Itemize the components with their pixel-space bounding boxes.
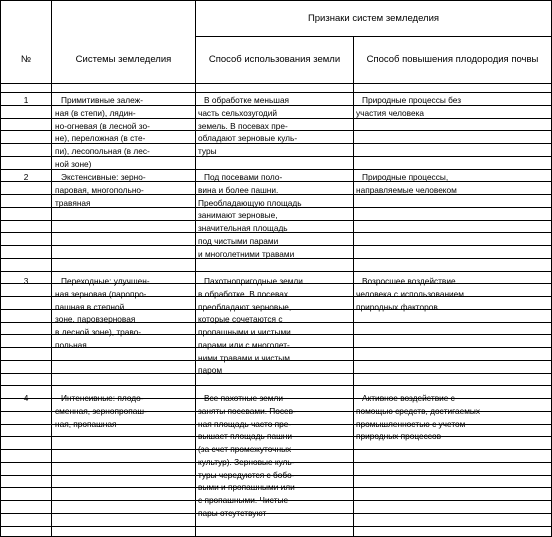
text-line: (за счет промежуточных <box>198 444 292 454</box>
text-line: Примитивные залеж- <box>61 95 143 105</box>
text-line: в обработке. В посевах <box>198 288 289 299</box>
text-line: Пахотнопригодные земли <box>204 276 303 286</box>
text-line: Природные процессы без <box>362 95 462 105</box>
text-line: природных факторов <box>356 301 438 312</box>
header-col-system: Системы земледелия <box>75 54 172 65</box>
text-line: обладают зерновые куль- <box>198 133 298 144</box>
row-2-number: 2 <box>23 172 29 182</box>
row-1-system <box>55 94 193 171</box>
header-group-title: Признаки систем земледелия <box>307 13 440 24</box>
text-line: участия человека <box>356 107 425 118</box>
text-line: ними травами и чистым <box>198 352 290 363</box>
text-line: паровая, многопольно- <box>55 184 144 195</box>
text-line: ной зоне) <box>55 158 92 169</box>
text-line: часть сельхозугодий <box>198 107 277 118</box>
text-line: выми и пропашными или <box>198 482 295 493</box>
header-col-land-use: Способ использования земли <box>208 54 341 65</box>
text-line: паром <box>198 365 223 376</box>
row-3-system <box>55 275 193 352</box>
text-line: травяная <box>55 197 91 208</box>
ruled-line <box>0 92 552 93</box>
row-4-fertility <box>356 392 549 443</box>
ruled-line <box>0 385 552 386</box>
row-3-number: 3 <box>23 276 29 286</box>
text-line: человека с использованием <box>356 288 464 299</box>
row-4-system <box>55 392 193 430</box>
text-line: земель. В посевах пре- <box>198 120 288 131</box>
header-col-fertility: Способ повышения плодородия почвы <box>366 54 539 65</box>
text-line: пи), лесопольная (в лес- <box>55 146 150 156</box>
text-line: ная зерновая (паропро- <box>55 288 147 299</box>
text-line: под чистыми парами <box>198 235 279 246</box>
header-subdivider <box>195 36 552 37</box>
text-line: не), переложная (в сте- <box>55 133 146 144</box>
row-1-fertility <box>356 94 549 120</box>
text-line: сменная, зернопропаш- <box>55 405 147 416</box>
ruled-line <box>0 526 552 527</box>
text-line: В обработке меньшая <box>204 95 290 105</box>
text-line: преобладают зерновые, <box>198 301 292 312</box>
column-divider <box>51 0 52 537</box>
text-line: занимают зерновые, <box>198 210 278 221</box>
text-line: Под посевами поло- <box>204 172 283 182</box>
row-4-number: 4 <box>23 393 29 403</box>
row-1-land-use <box>198 94 351 158</box>
text-line: ная, пропашная <box>55 418 117 429</box>
text-line: парами или с многолет- <box>198 339 290 350</box>
text-line: но-огневая (в лесной зо- <box>55 120 150 131</box>
text-line: Активное воздействие с <box>362 393 455 403</box>
header-bottom-line <box>0 83 552 84</box>
text-line: значительная площадь <box>198 223 288 233</box>
column-divider <box>195 0 196 537</box>
text-line: пропашными и чистыми <box>198 327 291 337</box>
table-border-top <box>0 0 552 1</box>
text-line: зоне, паровзерновая <box>55 314 136 325</box>
text-line: культур). Зерновые куль- <box>198 456 295 467</box>
text-line: польная <box>55 339 87 350</box>
ruled-line <box>0 271 552 272</box>
text-line: туры <box>198 146 217 156</box>
text-line: пашная в степной <box>55 301 125 312</box>
text-line: вина и более пашни. <box>198 184 279 195</box>
text-line: заняты посевами. Посев- <box>198 405 296 416</box>
text-line: Все пахотные земли <box>204 393 283 403</box>
text-line: и многолетними травами <box>198 248 295 259</box>
text-line: с пропашными. Чистые <box>198 495 289 505</box>
text-line: туры чередуются с бобо- <box>198 469 295 480</box>
text-line: промышленностью с учетом <box>356 418 466 429</box>
table-border-left <box>0 0 1 537</box>
row-2-fertility <box>356 171 549 197</box>
text-line: Переходные: улучшен- <box>61 276 150 286</box>
text-line: Преобладающую площадь <box>198 197 302 208</box>
text-line: пары отсутствуют <box>198 507 267 518</box>
text-line: которые сочетаются с <box>198 314 283 325</box>
row-1-number: 1 <box>23 95 29 105</box>
header-col-num: № <box>20 54 32 65</box>
text-line: Возросшее воздействие <box>362 276 456 286</box>
row-2-system <box>55 171 193 209</box>
text-line: природных процессов <box>356 431 442 442</box>
text-line: Интенсивные: плодо- <box>61 393 144 403</box>
text-line: в лесной зоне), траво- <box>55 327 142 337</box>
row-2-land-use <box>198 171 351 260</box>
text-line: помощью средств, достигаемых <box>356 405 481 416</box>
text-line: Экстенсивные: зерно- <box>61 172 146 182</box>
row-3-fertility <box>356 275 549 313</box>
text-line: ная площадь часто пре- <box>198 418 292 429</box>
text-line: направляемые человеком <box>356 184 457 195</box>
row-4-land-use <box>198 392 351 520</box>
text-line: вышает площадь пашни <box>198 431 293 442</box>
text-line: Природные процессы, <box>362 172 449 182</box>
row-3-land-use <box>198 275 351 377</box>
text-line: ная (в степи), лядин- <box>55 107 136 118</box>
